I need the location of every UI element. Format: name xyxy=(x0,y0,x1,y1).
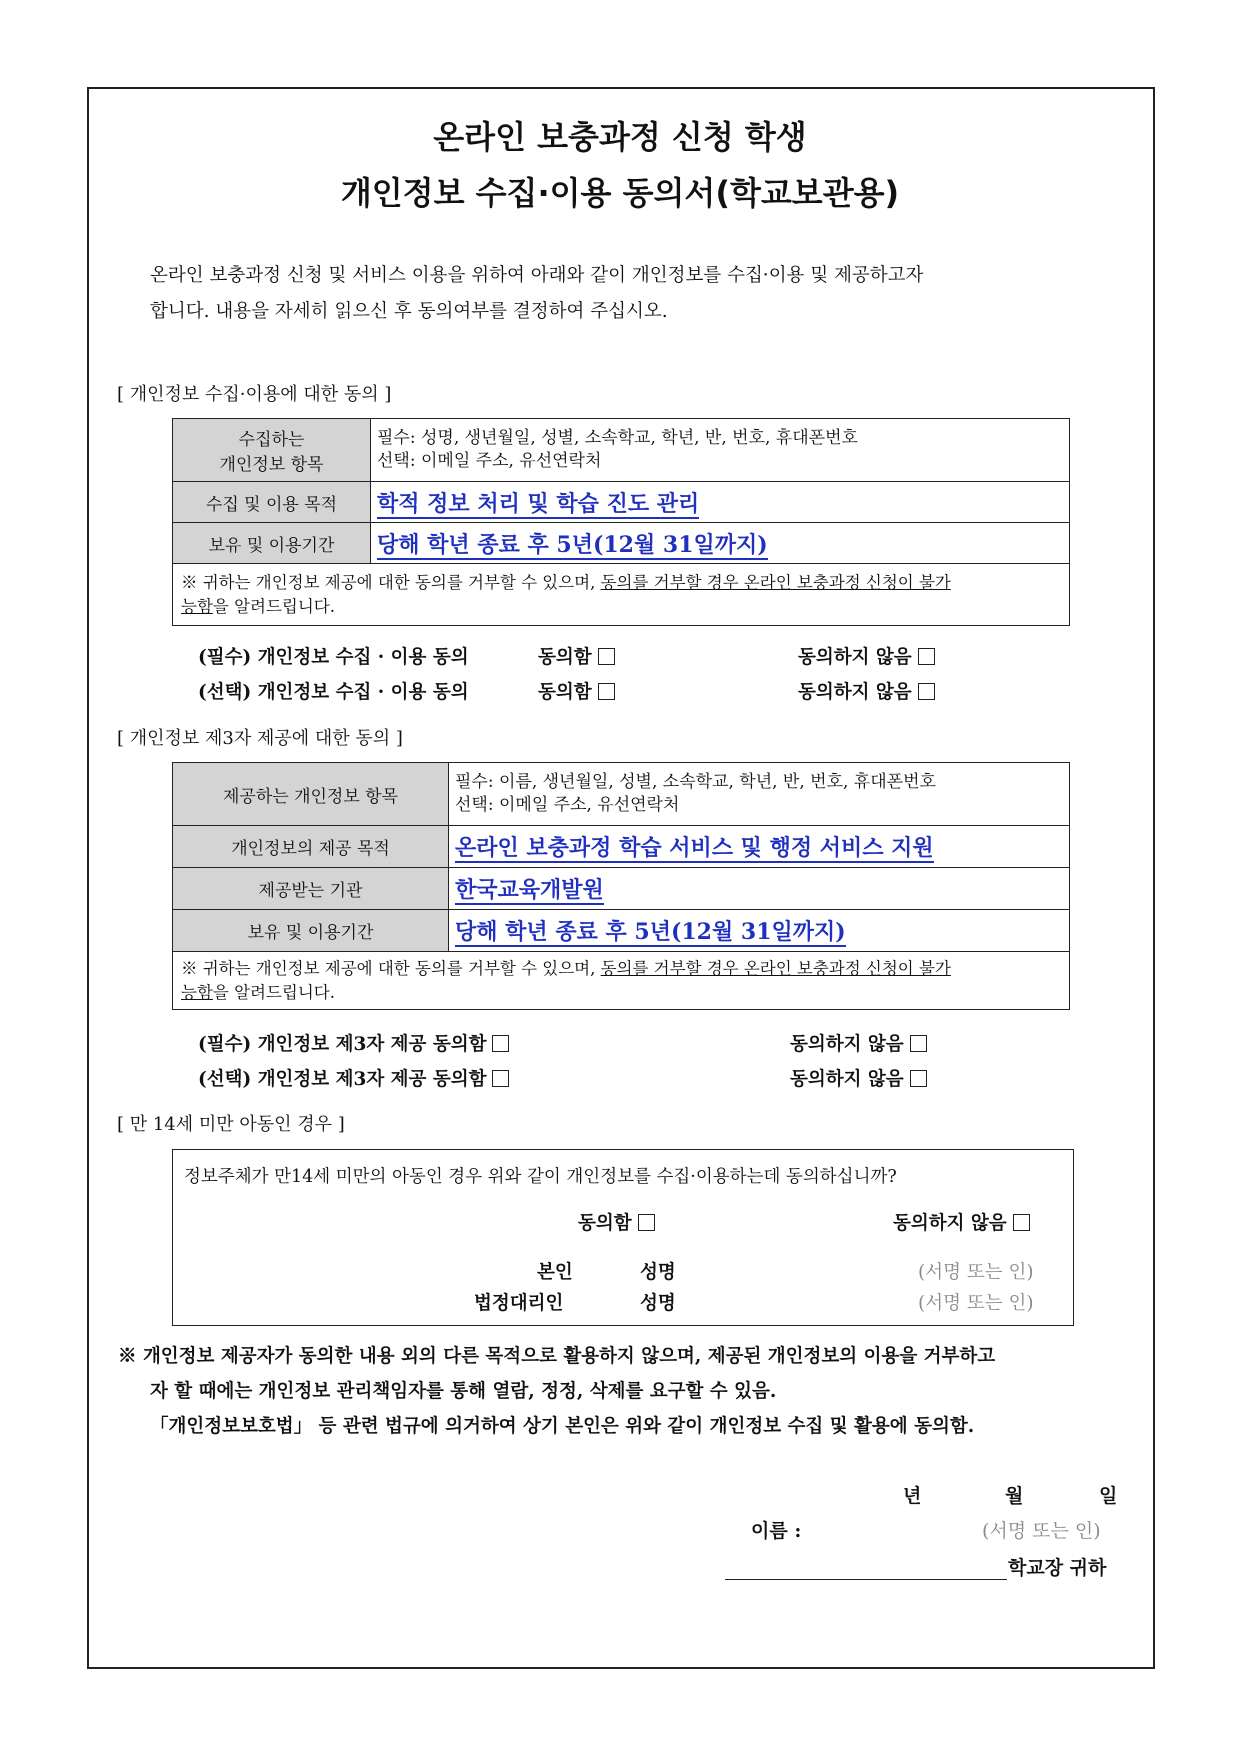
section2-table xyxy=(172,762,1070,1010)
self-name-label: 성명 xyxy=(640,1262,676,1283)
retention-label: 보유 및 이용기간 xyxy=(173,523,371,564)
document-title-line1: 온라인 보충과정 신청 학생 xyxy=(433,118,807,156)
checkbox-minor-disagree[interactable] xyxy=(1013,1214,1030,1231)
school-name-line[interactable] xyxy=(725,1579,1007,1580)
date-day: 일 xyxy=(1099,1485,1118,1507)
consent-optional-thirdparty-disagree: 동의하지 않음 xyxy=(790,1065,927,1091)
document-title-line2: 개인정보 수집·이용 동의서(학교보관용) xyxy=(340,174,900,212)
applicant-sign-hint: (서명 또는 인) xyxy=(982,1520,1101,1542)
checkbox-required-thirdparty-disagree[interactable] xyxy=(910,1035,927,1052)
self-sign-hint: (서명 또는 인) xyxy=(918,1262,1034,1283)
guardian-sign-hint: (서명 또는 인) xyxy=(918,1293,1034,1314)
section1-heading: [ 개인정보 수집·이용에 대한 동의 ] xyxy=(117,384,392,405)
provision-purpose-label: 개인정보의 제공 목적 xyxy=(173,826,449,868)
purpose-label: 수집 및 이용 목적 xyxy=(173,482,371,523)
addressee: 학교장 귀하 xyxy=(1008,1557,1107,1579)
section3-heading: [ 만 14세 미만 아동인 경우 ] xyxy=(117,1114,345,1135)
collected-items-value: 필수: 성명, 생년월일, 성별, 소속학교, 학년, 반, 번호, 휴대폰번호 선택: 이메일 주소, 유선연락처 xyxy=(371,419,1070,482)
intro-text xyxy=(150,258,1110,330)
minor-disagree: 동의하지 않음 xyxy=(893,1209,1030,1235)
refusal-notice: ※ 귀하는 개인정보 제공에 대한 동의를 거부할 수 있으며, 동의를 거부할 경우 온라인 보충과정 신청이 불가 능함을 알려드립니다. xyxy=(173,564,1070,626)
applicant-name-label: 이름 : xyxy=(751,1520,802,1542)
consent-required-thirdparty: (필수) 개인정보 제3자 제공 동의함 xyxy=(198,1030,509,1056)
provision-refusal-notice: ※ 귀하는 개인정보 제공에 대한 동의를 거부할 수 있으며, 동의를 거부할 경우 온라인 보충과정 신청이 불가 능함을 알려드립니다. xyxy=(173,952,1070,1010)
footer-law-line: 「개인정보보호법」 등 관련 법규에 의거하여 상기 본인은 위와 같이 개인정보 수집 및 활용에 동의함. xyxy=(150,1416,975,1437)
consent-required-thirdparty-disagree: 동의하지 않음 xyxy=(790,1030,927,1056)
date-year: 년 xyxy=(903,1485,922,1507)
guardian-label: 법정대리인 xyxy=(474,1293,564,1314)
intro-line2: 합니다. 내용을 자세히 읽으신 후 동의여부를 결정하여 주십시오. xyxy=(150,301,668,322)
checkbox-required-collect-agree[interactable] xyxy=(598,648,615,665)
self-label: 본인 xyxy=(537,1262,573,1283)
consent-optional-collect-disagree: 동의하지 않음 xyxy=(798,678,935,704)
consent-required-collect-disagree: 동의하지 않음 xyxy=(798,643,935,669)
provided-items-value: 필수: 이름, 생년월일, 성별, 소속학교, 학년, 반, 번호, 휴대폰번호 선택: 이메일 주소, 유선연락처 xyxy=(449,763,1070,826)
consent-optional-thirdparty: (선택) 개인정보 제3자 제공 동의함 xyxy=(198,1065,509,1091)
collected-items-label: 수집하는 개인정보 항목 xyxy=(173,419,371,482)
minor-question: 정보주체가 만14세 미만의 아동인 경우 위와 같이 개인정보를 수집·이용하는데 동의하십니까? xyxy=(184,1167,897,1187)
checkbox-required-collect-disagree[interactable] xyxy=(918,648,935,665)
section2-heading: [ 개인정보 제3자 제공에 대한 동의 ] xyxy=(117,728,403,749)
consent-optional-collect: (선택) 개인정보 수집 · 이용 동의 동의함 xyxy=(198,678,615,704)
checkbox-optional-thirdparty-agree[interactable] xyxy=(492,1070,509,1087)
purpose-value: 학적 정보 처리 및 학습 진도 관리 xyxy=(371,482,1070,523)
footer-note-line1: ※ 개인정보 제공자가 동의한 내용 외의 다른 목적으로 활용하지 않으며, 제공된 개인정보의 이용을 거부하고 xyxy=(118,1346,996,1367)
provision-retention-value: 당해 학년 종료 후 5년(12월 31일까지) xyxy=(449,910,1070,952)
checkbox-optional-collect-disagree[interactable] xyxy=(918,683,935,700)
provision-retention-label: 보유 및 이용기간 xyxy=(173,910,449,952)
checkbox-optional-thirdparty-disagree[interactable] xyxy=(910,1070,927,1087)
consent-required-collect: (필수) 개인정보 수집 · 이용 동의 동의함 xyxy=(198,643,615,669)
retention-value: 당해 학년 종료 후 5년(12월 31일까지) xyxy=(371,523,1070,564)
recipient-label: 제공받는 기관 xyxy=(173,868,449,910)
intro-line1: 온라인 보충과정 신청 및 서비스 이용을 위하여 아래와 같이 개인정보를 수집·이용 및 제공하고자 xyxy=(150,265,924,286)
provided-items-label: 제공하는 개인정보 항목 xyxy=(173,763,449,826)
date-month: 월 xyxy=(1005,1485,1024,1507)
minor-agree: 동의함 xyxy=(578,1209,655,1235)
section1-table xyxy=(172,418,1070,626)
checkbox-optional-collect-agree[interactable] xyxy=(598,683,615,700)
guardian-name-label: 성명 xyxy=(640,1293,676,1314)
checkbox-minor-agree[interactable] xyxy=(638,1214,655,1231)
footer-note-line2: 자 할 때에는 개인정보 관리책임자를 통해 열람, 정정, 삭제를 요구할 수 있음. xyxy=(150,1381,777,1402)
recipient-value: 한국교육개발원 xyxy=(449,868,1070,910)
provision-purpose-value: 온라인 보충과정 학습 서비스 및 행정 서비스 지원 xyxy=(449,826,1070,868)
checkbox-required-thirdparty-agree[interactable] xyxy=(492,1035,509,1052)
